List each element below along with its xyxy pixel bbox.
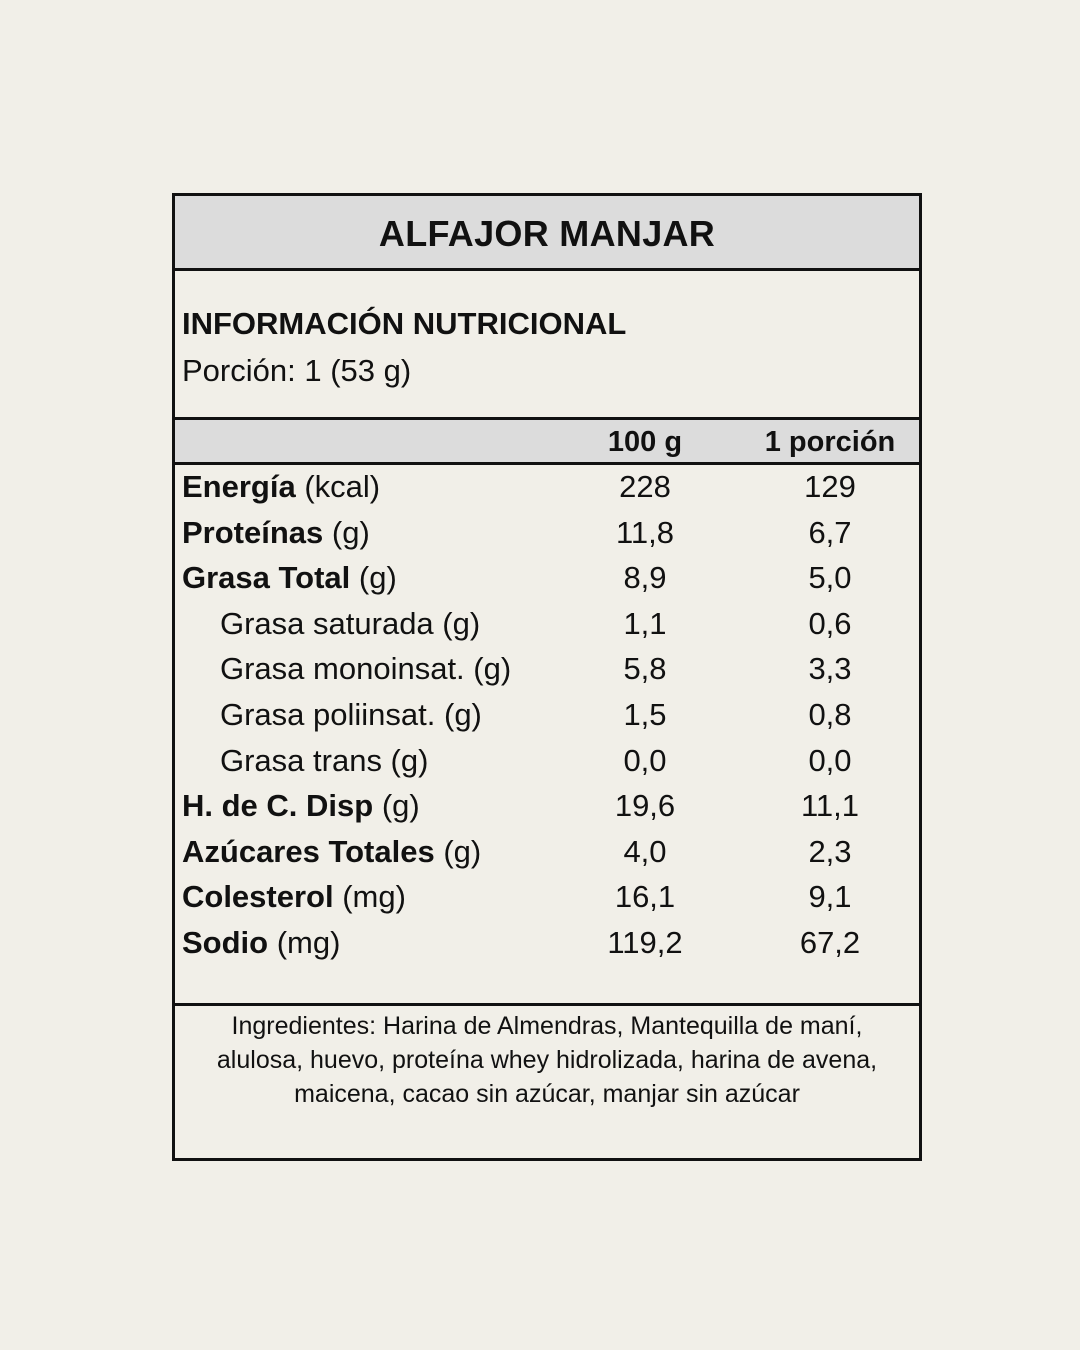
info-heading: INFORMACIÓN NUTRICIONAL	[182, 306, 627, 341]
nutrient-row	[175, 784, 919, 830]
nutrient-label	[182, 560, 397, 596]
nutrient-label	[220, 697, 482, 733]
nutrient-label	[182, 788, 420, 824]
nutrient-row	[175, 921, 919, 967]
value-per-100g: 5,8	[623, 651, 667, 687]
nutrient-unit: (mg)	[268, 925, 341, 960]
value-per-portion: 9,1	[808, 879, 852, 915]
portion-size: Porción: 1 (53 g)	[182, 353, 412, 388]
nutrient-name: Grasa saturada (g)	[220, 605, 481, 641]
nutrient-unit: (kcal)	[295, 469, 381, 504]
value-per-100g: 16,1	[614, 879, 676, 915]
nutrition-label	[172, 193, 922, 1161]
value-per-100g: 1,1	[623, 605, 667, 641]
ingredients-text: Ingredientes: Harina de Almendras, Mantequilla de maní, alulosa, huevo, proteína whey hidrolizada, harina de avena, maicena, cacao sin azúcar, manjar sin azúcar	[216, 1012, 878, 1108]
nutrient-name: Grasa Total	[182, 560, 351, 596]
value-per-portion: 5,0	[808, 560, 852, 596]
nutrient-label	[182, 879, 406, 915]
nutrient-name: Colesterol	[182, 879, 334, 915]
nutrient-name: Grasa monoinsat. (g)	[220, 651, 512, 687]
nutrient-unit: (g)	[350, 560, 397, 596]
nutrient-row	[175, 465, 919, 511]
nutrient-rows	[175, 465, 919, 1006]
nutrient-name: H. de C. Disp	[182, 788, 374, 824]
nutrient-label	[220, 743, 428, 779]
nutrient-row	[175, 647, 919, 693]
info-section	[175, 271, 919, 420]
nutrient-name: Grasa poliinsat. (g)	[220, 697, 482, 732]
nutrient-name: Proteínas	[182, 514, 324, 550]
nutrient-name: Azúcares Totales	[182, 833, 435, 869]
nutrient-unit: (g)	[373, 788, 420, 824]
nutrient-name: Grasa trans (g)	[220, 742, 429, 778]
value-per-100g: 0,0	[623, 742, 667, 778]
title-bar	[175, 196, 919, 271]
value-per-portion: 129	[804, 469, 856, 504]
ingredients-section	[175, 1006, 919, 1158]
value-per-portion: 2,3	[808, 833, 852, 869]
nutrient-name: Energía	[182, 469, 296, 504]
value-per-100g: 11,8	[615, 514, 675, 550]
value-per-100g: 1,5	[623, 697, 667, 732]
nutrient-label	[182, 469, 380, 505]
nutrient-unit: (g)	[323, 514, 370, 550]
nutrient-label	[220, 606, 480, 642]
value-per-portion: 0,0	[808, 742, 852, 778]
nutrient-row	[175, 875, 919, 921]
value-per-portion: 6,7	[808, 514, 852, 550]
value-per-100g: 4,0	[623, 833, 667, 869]
value-per-portion: 67,2	[799, 925, 861, 960]
value-per-100g: 19,6	[614, 788, 676, 824]
value-per-100g: 8,9	[623, 560, 667, 596]
value-per-portion: 11,1	[800, 788, 860, 824]
nutrient-unit: (g)	[434, 833, 482, 869]
column-header-portion: 1 porción	[764, 426, 896, 458]
nutrient-unit: (mg)	[333, 879, 406, 915]
value-per-portion: 3,3	[808, 651, 852, 687]
column-header-100g: 100 g	[607, 426, 683, 458]
value-per-portion: 0,6	[808, 605, 852, 641]
nutrient-row	[175, 830, 919, 876]
value-per-100g: 228	[619, 469, 671, 504]
product-title: ALFAJOR MANJAR	[378, 213, 716, 254]
nutrient-label	[182, 834, 481, 870]
nutrient-row	[175, 511, 919, 557]
nutrient-label	[220, 651, 511, 687]
value-per-100g: 119,2	[607, 925, 683, 960]
nutrient-label	[182, 515, 370, 551]
nutrient-row	[175, 693, 919, 739]
column-header-bar	[175, 420, 919, 465]
nutrient-label	[182, 925, 340, 961]
nutrient-name: Sodio	[182, 925, 269, 960]
nutrient-row	[175, 739, 919, 785]
nutrient-row	[175, 556, 919, 602]
nutrient-row	[175, 602, 919, 648]
value-per-portion: 0,8	[808, 697, 852, 732]
